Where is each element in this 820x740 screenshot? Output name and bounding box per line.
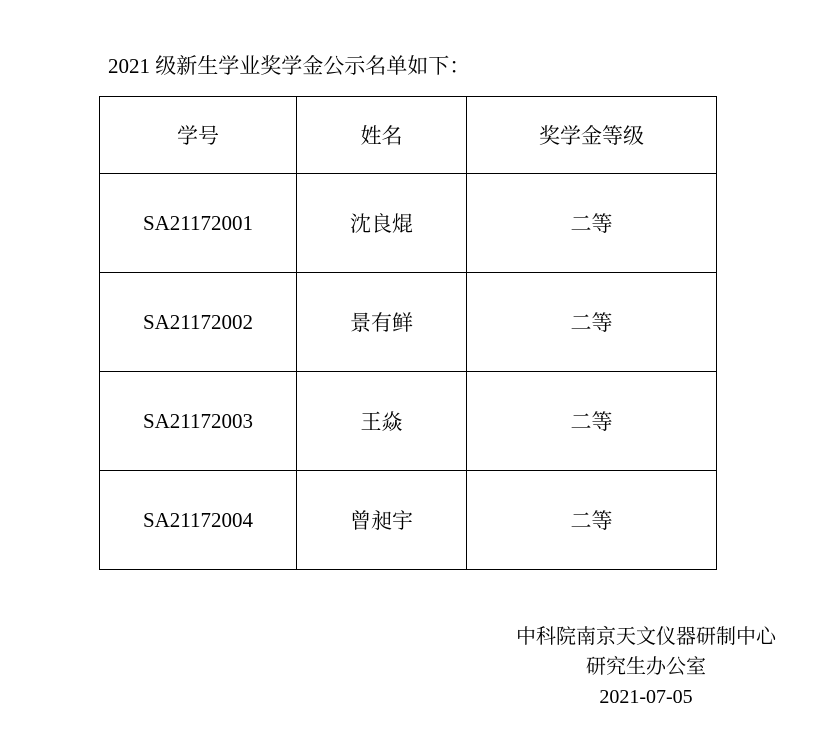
- signature-date: 2021-07-05: [599, 686, 693, 708]
- cell-name: 景有鲜: [297, 273, 467, 372]
- cell-name: 曾昶宇: [297, 471, 467, 570]
- cell-name: 沈良焜: [297, 174, 467, 273]
- cell-level: 二等: [467, 471, 717, 570]
- table-row: [100, 174, 717, 273]
- cell-student-id: SA21172003: [100, 372, 297, 471]
- table-header-row: [100, 97, 717, 174]
- table-row: [100, 471, 717, 570]
- cell-level: 二等: [467, 273, 717, 372]
- cell-level: 二等: [467, 372, 717, 471]
- cell-level: 二等: [467, 174, 717, 273]
- scholarship-table: [99, 96, 717, 570]
- cell-student-id: SA21172004: [100, 471, 297, 570]
- cell-student-id: SA21172002: [100, 273, 297, 372]
- cell-student-id: SA21172001: [100, 174, 297, 273]
- signature-org: 中科院南京天文仪器研制中心: [516, 626, 776, 648]
- signature-office: 研究生办公室: [586, 656, 706, 678]
- cell-name: 王焱: [297, 372, 467, 471]
- table-row: [100, 273, 717, 372]
- page-title: 2021 级新生学业奖学金公示名单如下：: [108, 54, 471, 78]
- header-cell-student-id: 学号: [100, 97, 297, 174]
- header-cell-level: 奖学金等级: [467, 97, 717, 174]
- table-row: [100, 372, 717, 471]
- header-cell-name: 姓名: [297, 97, 467, 174]
- signature-block: [446, 622, 820, 712]
